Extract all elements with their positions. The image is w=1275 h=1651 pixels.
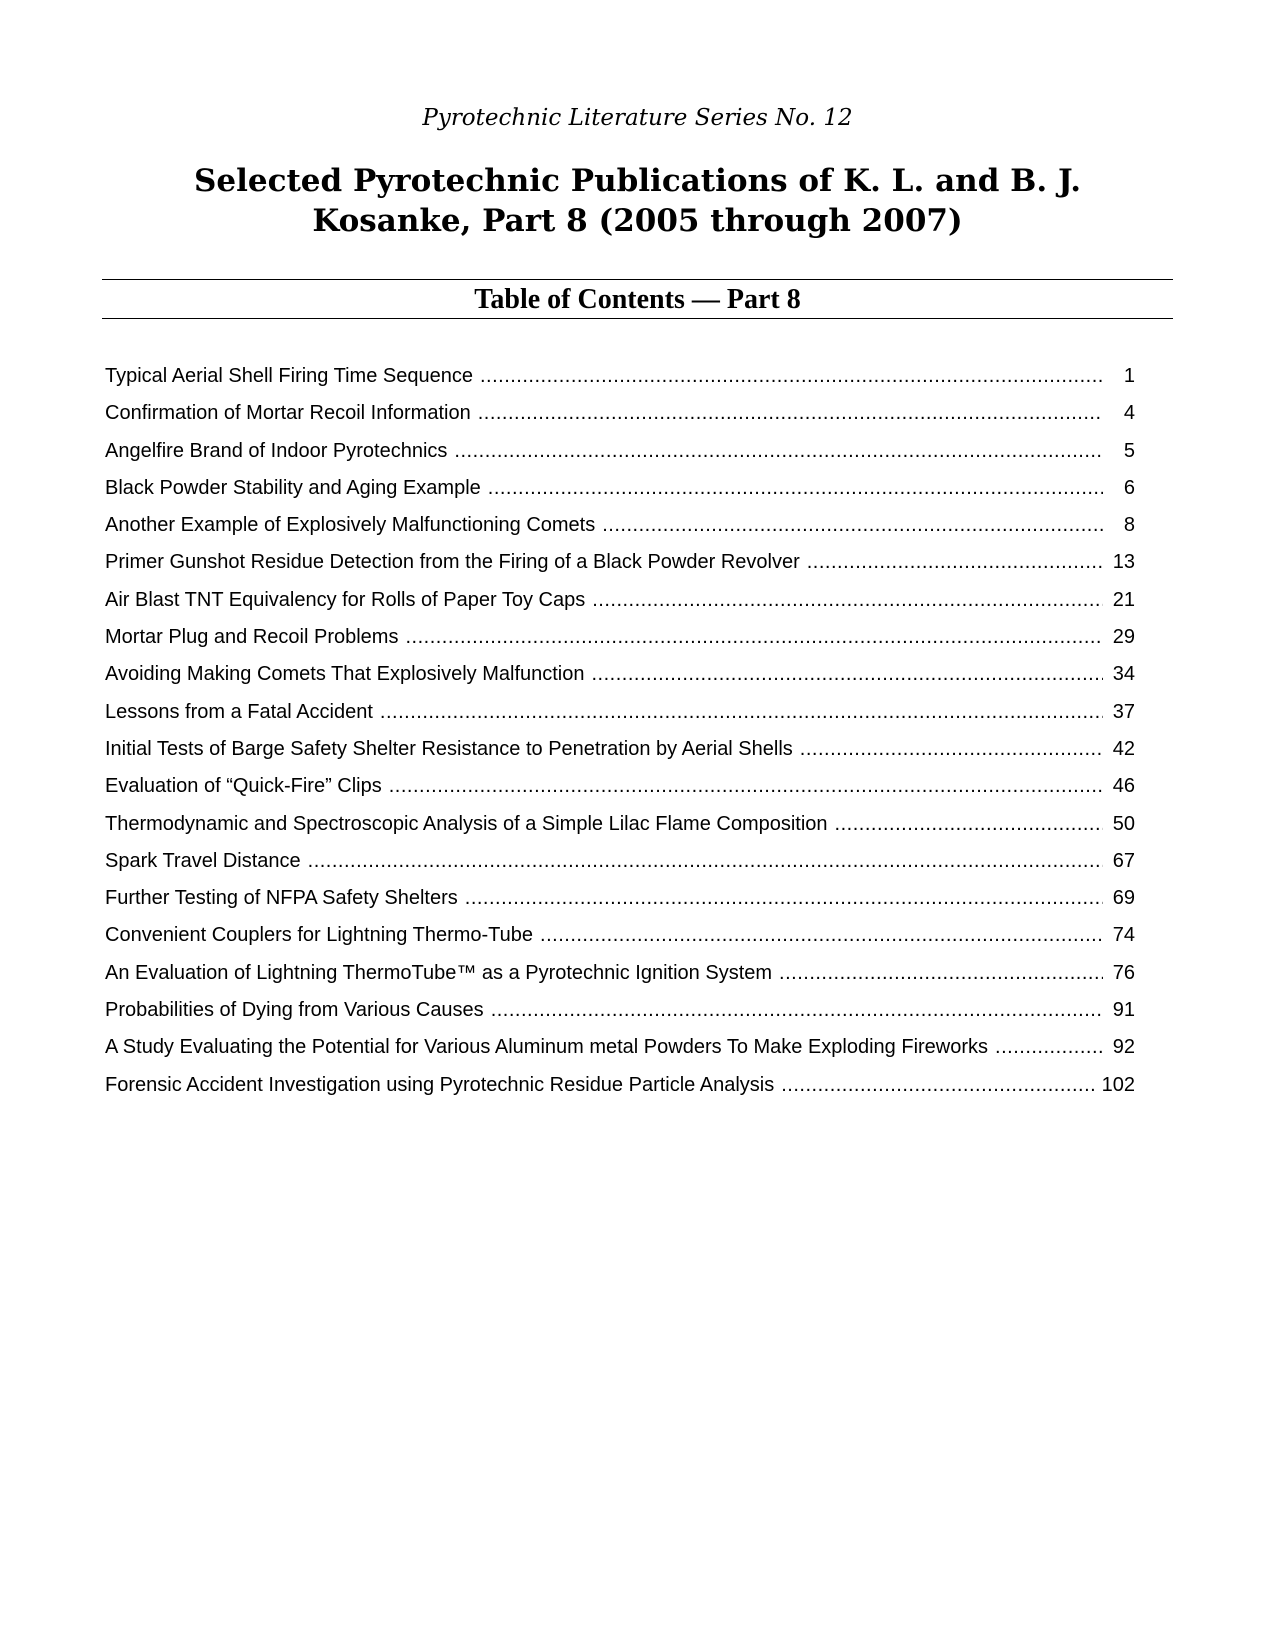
toc-entry-page: 91	[1112, 999, 1135, 1022]
toc-entry-page: 42	[1112, 737, 1135, 760]
toc-dot-leader	[781, 1067, 1093, 1104]
toc-entry-title: Further Testing of NFPA Safety Shelters	[105, 887, 458, 910]
toc-entry[interactable]	[105, 880, 1135, 917]
toc-dot-leader	[480, 358, 1103, 395]
toc-entry-page: 67	[1112, 849, 1135, 872]
toc-entry-title: Initial Tests of Barge Safety Shelter Resistance to Penetration by Aerial Shells	[105, 737, 793, 760]
toc-entry-page: 6	[1123, 476, 1135, 499]
toc-entry[interactable]	[105, 656, 1135, 693]
toc-dot-leader	[380, 694, 1103, 731]
toc-entry[interactable]	[105, 992, 1135, 1029]
toc-entry-title: Lessons from a Fatal Accident	[105, 700, 373, 723]
toc-entry-title: A Study Evaluating the Potential for Various Aluminum metal Powders To Make Exploding Fireworks	[105, 1036, 989, 1059]
toc-entry-page: 92	[1112, 1036, 1135, 1059]
toc-dot-leader	[540, 917, 1103, 954]
toc-entry-title: Typical Aerial Shell Firing Time Sequence	[105, 365, 473, 387]
toc-entry[interactable]	[105, 768, 1135, 805]
toc-entry-page: 34	[1112, 663, 1135, 686]
heading-rule-top	[102, 279, 1173, 280]
toc-entry-title: Primer Gunshot Residue Detection from the Firing of a Black Powder Revolver	[105, 551, 800, 574]
toc-entry-title: Thermodynamic and Spectroscopic Analysis of a Simple Lilac Flame Composition	[105, 812, 828, 835]
toc-entry-page: 13	[1112, 551, 1135, 574]
toc-entry-page: 4	[1123, 402, 1135, 425]
toc-entry[interactable]	[105, 955, 1135, 992]
toc-entry-page: 76	[1112, 961, 1135, 984]
toc-entry-page: 69	[1112, 887, 1135, 910]
toc-entry[interactable]	[105, 544, 1135, 581]
toc-dot-leader	[592, 582, 1103, 619]
toc-entry-page: 102	[1101, 1073, 1135, 1096]
toc-dot-leader	[807, 544, 1103, 581]
toc-entry-page: 37	[1112, 700, 1135, 723]
toc-entry[interactable]	[105, 917, 1135, 954]
document-title: Selected Pyrotechnic Publications of K. L. and B. J. Kosanke, Part 8 (2005 through 2007)	[193, 163, 1081, 239]
toc-dot-leader	[491, 992, 1103, 1029]
toc-entry-page: 74	[1112, 924, 1135, 947]
toc-entry-page: 5	[1123, 439, 1135, 462]
toc-entry-page: 50	[1112, 812, 1135, 835]
toc-entry-title: Another Example of Explosively Malfunctioning Comets	[105, 514, 596, 537]
toc-entry-title: An Evaluation of Lightning ThermoTube™ as a Pyrotechnic Ignition System	[105, 961, 773, 984]
toc-entry[interactable]	[105, 806, 1135, 843]
toc-entry-title: Confirmation of Mortar Recoil Information	[105, 402, 471, 425]
toc-dot-leader	[454, 433, 1103, 470]
toc-entry-page: 1	[1123, 365, 1135, 387]
toc-dot-leader	[389, 768, 1103, 805]
series-label: Pyrotechnic Literature Series No. 12	[422, 105, 853, 131]
toc-entry[interactable]	[105, 619, 1135, 656]
toc-entry-title: Evaluation of “Quick-Fire” Clips	[105, 775, 382, 798]
toc-entry[interactable]	[105, 694, 1135, 731]
toc-entry-title: Convenient Couplers for Lightning Thermo-Tube	[105, 924, 534, 947]
toc-entry[interactable]	[105, 843, 1135, 880]
toc-entry[interactable]	[105, 731, 1135, 768]
toc-entry-title: Air Blast TNT Equivalency for Rolls of Paper Toy Caps	[105, 588, 586, 611]
toc-entry[interactable]	[105, 1067, 1135, 1104]
toc-dot-leader	[488, 470, 1103, 507]
toc-dot-leader	[592, 656, 1104, 693]
toc-entry-page: 29	[1112, 626, 1135, 649]
toc-entry-title: Mortar Plug and Recoil Problems	[105, 626, 399, 649]
toc-dot-leader	[602, 507, 1103, 544]
toc-entry[interactable]	[105, 433, 1135, 470]
toc-entry-title: Probabilities of Dying from Various Causes	[105, 999, 484, 1022]
toc-entry[interactable]	[105, 358, 1135, 395]
toc-entry-title: Black Powder Stability and Aging Example	[105, 476, 481, 499]
toc-entry[interactable]	[105, 395, 1135, 432]
toc-entry[interactable]	[105, 507, 1135, 544]
heading-rule-bottom	[102, 318, 1173, 319]
toc-dot-leader	[835, 806, 1103, 843]
toc-list	[105, 358, 1135, 1104]
toc-entry[interactable]	[105, 470, 1135, 507]
toc-entry-title: Spark Travel Distance	[105, 849, 301, 872]
toc-entry-title: Forensic Accident Investigation using Pyrotechnic Residue Particle Analysis	[105, 1073, 775, 1096]
toc-entry[interactable]	[105, 1029, 1135, 1066]
toc-dot-leader	[800, 731, 1103, 768]
toc-entry-page: 46	[1112, 775, 1135, 798]
toc-heading: Table of Contents — Part 8	[474, 284, 801, 315]
toc-entry-title: Avoiding Making Comets That Explosively Malfunction	[105, 663, 585, 686]
toc-entry[interactable]	[105, 582, 1135, 619]
toc-dot-leader	[478, 395, 1103, 432]
toc-entry-page: 8	[1123, 514, 1135, 537]
toc-dot-leader	[405, 619, 1103, 656]
toc-dot-leader	[779, 955, 1103, 992]
toc-dot-leader	[308, 843, 1103, 880]
toc-dot-leader	[465, 880, 1103, 917]
toc-entry-page: 21	[1112, 588, 1135, 611]
toc-entry-title: Angelfire Brand of Indoor Pyrotechnics	[105, 439, 448, 462]
toc-dot-leader	[995, 1029, 1103, 1066]
